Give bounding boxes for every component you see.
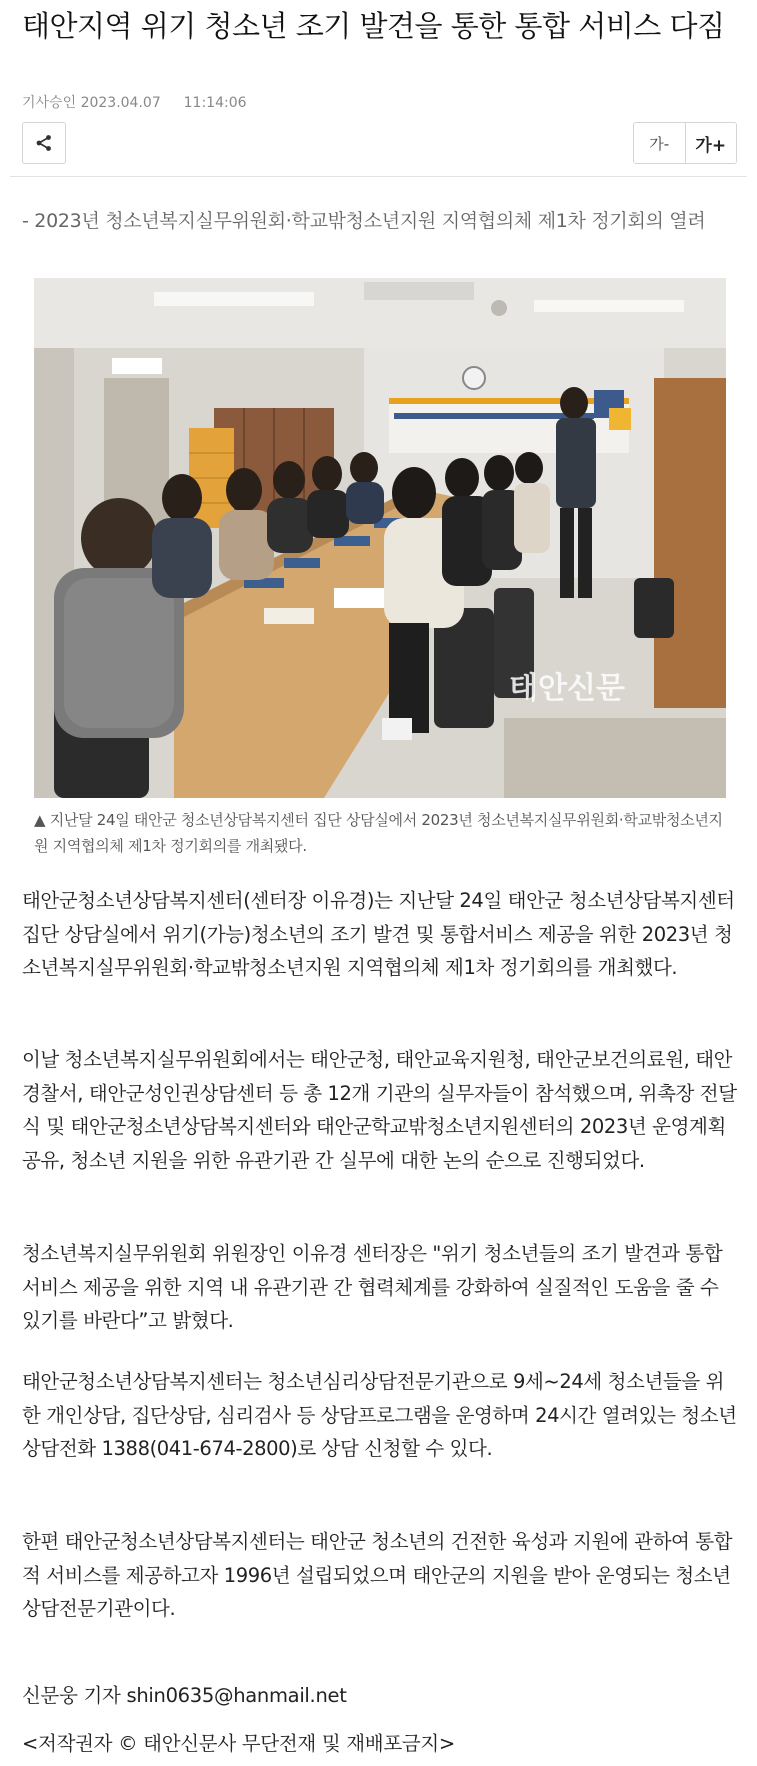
font-size-controls — [633, 122, 737, 164]
article-headline: 태안지역 위기 청소년 조기 발견을 통한 통합 서비스 다짐 — [22, 9, 725, 43]
article-toolbar — [22, 122, 737, 164]
header-divider — [10, 176, 747, 177]
meta-time: 11:14:06 — [183, 95, 247, 111]
article-paragraph-2: 이날 청소년복지실무위원회에서는 태안군청, 태안교육지원청, 태안군보건의료원, 태안경찰서, 태안군성인권상담센터 등 총 12개 기관의 실무자들이 참석했으며, 위촉장 전달식 및 태안군청소년상담복지센터와 태안군학교밖청소년지원센터의 2023년 운영계획 공유, 청소년 지원을 위한 유관기관 간 실무에 대한 논의 순으로 진행되었다. — [22, 1048, 737, 1172]
photo-watermark: 태안신문 — [509, 671, 625, 706]
copyright-notice: <저작권자 © 태안신문사 무단전재 및 재배포금지> — [22, 1732, 455, 1755]
photo-caption: ▲ 지난달 24일 태안군 청소년상담복지센터 집단 상담실에서 2023년 청소년복지실무위원회·학교밖청소년지원 지역협의체 제1차 정기회의를 개최됐다. — [34, 811, 723, 855]
font-decrease-button[interactable]: 가- — [634, 123, 685, 163]
share-button[interactable] — [22, 122, 66, 164]
share-icon — [35, 134, 53, 152]
article-meta — [22, 92, 247, 112]
article-subtitle: - 2023년 청소년복지실무위원회·학교밖청소년지원 지역협의체 제1차 정기회의 열려 — [22, 210, 706, 232]
article-paragraph-3: 청소년복지실무위원회 위원장인 이유경 센터장은 "위기 청소년들의 조기 발견과 통합서비스 제공을 위한 지역 내 유관기관 간 협력체계를 강화하여 실질적인 도움을 줄 수 있기를 바란다”고 밝혔다. — [22, 1242, 723, 1332]
meta-date: 2023.04.07 — [80, 95, 161, 111]
article-photo — [34, 278, 726, 798]
meta-label: 기사승인 — [22, 95, 77, 111]
font-increase-button[interactable]: 가+ — [685, 123, 737, 163]
reporter-byline: 신문웅 기자 shin0635@hanmail.net — [22, 1684, 347, 1707]
article-paragraph-4: 태안군청소년상담복지센터는 청소년심리상담전문기관으로 9세~24세 청소년들을 위한 개인상담, 집단상담, 심리검사 등 상담프로그램을 운영하며 24시간 열려있는 청소년상담전화 1388(041-674-2800)로 상담 신청할 수 있다. — [22, 1370, 737, 1460]
article-paragraph-5: 한편 태안군청소년상담복지센터는 태안군 청소년의 건전한 육성과 지원에 관하여 통합적 서비스를 제공하고자 1996년 설립되었으며 태안군의 지원을 받아 운영되는 청소년상담전문기관이다. — [22, 1530, 733, 1620]
article-paragraph-1: 태안군청소년상담복지센터(센터장 이유경)는 지난달 24일 태안군 청소년상담복지센터 집단 상담실에서 위기(가능)청소년의 조기 발견 및 통합서비스 제공을 위한 2023년 청소년복지실무위원회·학교밖청소년지원 지역협의체 제1차 정기회의를 개최했다. — [22, 889, 735, 979]
